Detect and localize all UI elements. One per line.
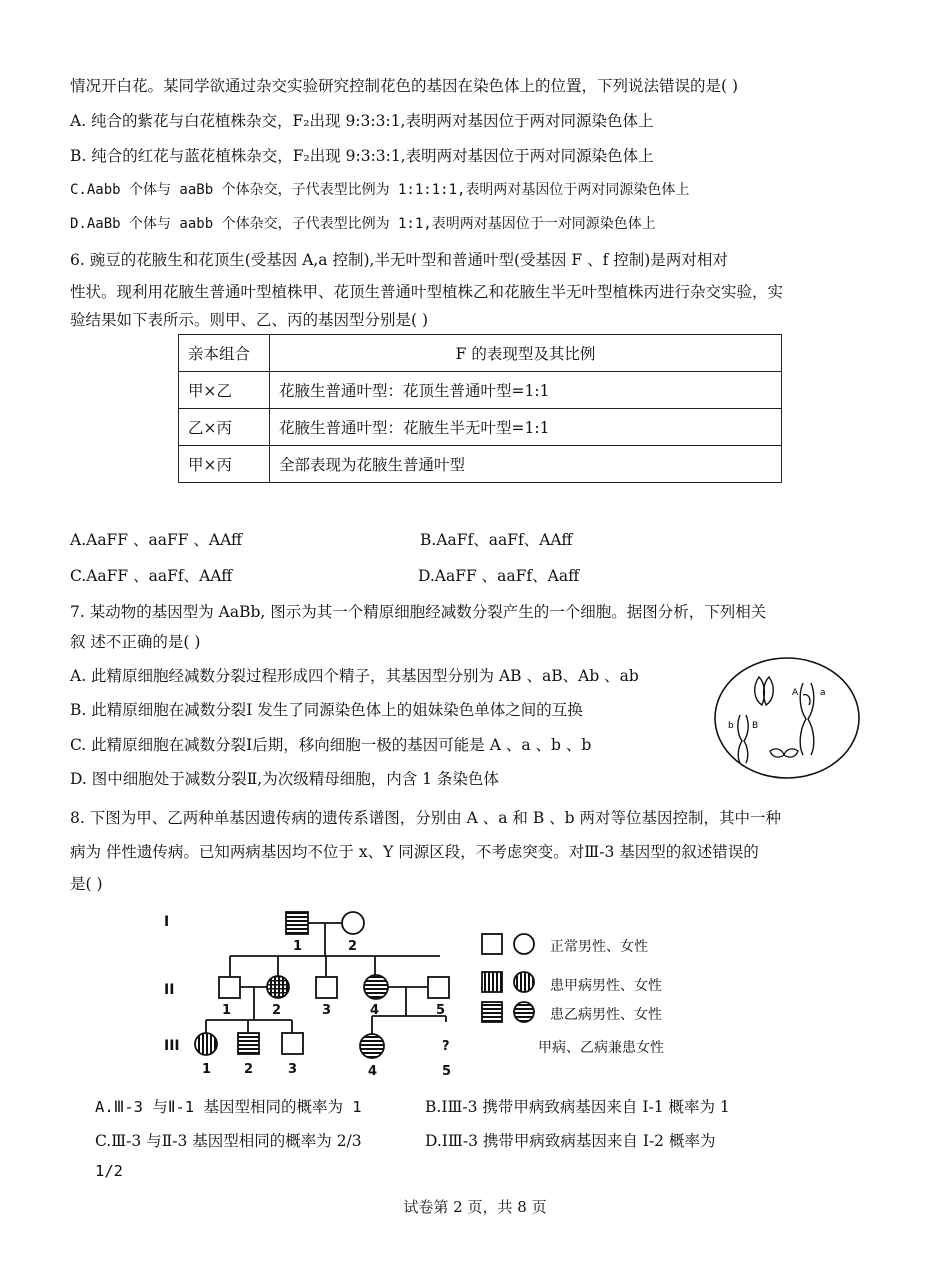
- q6-line3: 验结果如下表所示。则甲、乙、丙的基因型分别是( ): [70, 311, 429, 329]
- q6-table: [178, 334, 782, 483]
- table-cell: 乙×丙: [179, 409, 270, 446]
- legend-yi-text: 患乙病男性、女性: [550, 1007, 662, 1023]
- q7-line1: 7. 某动物的基因型为 AaBb, 图示为其一个精原细胞经减数分裂产生的一个细胞。据图分析，下列相关: [70, 603, 767, 621]
- II-1-male-normal: [219, 977, 240, 998]
- table-row: [179, 372, 782, 409]
- cell-membrane: [715, 658, 859, 778]
- I-2-number: 2: [348, 939, 358, 954]
- q7-option-b: B. 此精原细胞在减数分裂Ⅰ 发生了同源染色体上的姐妹染色单体之间的互换: [70, 701, 583, 719]
- gen-I-label: I: [164, 914, 170, 930]
- gen-III-label: III: [164, 1038, 180, 1054]
- table-row: [179, 409, 782, 446]
- legend-jia-male: [482, 972, 502, 992]
- q5-option-c: C.Aabb 个体与 aaBb 个体杂交，子代表型比例为 1:1:1:1,表明两对基因位于两对同源染色体上: [70, 182, 690, 198]
- q7-option-c: C. 此精原细胞在减数分裂Ⅰ后期，移向细胞一极的基因可能是 A 、a 、b 、b: [70, 736, 592, 754]
- III-2-number: 2: [244, 1062, 254, 1077]
- pedigree-legend-symbols: [480, 932, 548, 1028]
- II-2-female-both: [267, 976, 289, 998]
- q5-option-d: D.AaBb 个体与 aabb 个体杂交，子代表型比例为 1:1,表明两对基因位于一对同源染色体上: [70, 216, 656, 232]
- legend-normal-male: [482, 934, 502, 954]
- legend-yi-female: [514, 1002, 534, 1022]
- III-1-number: 1: [202, 1062, 212, 1077]
- q6-line2: 性状。现利用花腋生普通叶型植株甲、花顶生普通叶型植株乙和花腋生半无叶型植株丙进行杂交实验，实: [70, 283, 784, 301]
- II-5-number: 5: [436, 1003, 446, 1018]
- table-header-cell: F 的表现型及其比例: [270, 335, 782, 372]
- table-cell: 花腋生普通叶型：花顶生普通叶型=1:1: [270, 372, 782, 409]
- II-3-number: 3: [322, 1003, 332, 1018]
- table-cell: 甲×丙: [179, 446, 270, 483]
- q8-line2: 病为 伴性遗传病。已知两病基因均不位于 x、Y 同源区段，不考虑突变。对Ⅲ-3 基因型的叙述错误的: [70, 843, 759, 861]
- label-B: B: [752, 721, 759, 731]
- label-a: a: [820, 688, 826, 698]
- table-row: [179, 446, 782, 483]
- III-5-unknown: ?: [442, 1039, 450, 1054]
- q8-line3: 是( ): [70, 875, 103, 893]
- table-cell: 全部表现为花腋生普通叶型: [270, 446, 782, 483]
- II-1-number: 1: [222, 1003, 232, 1018]
- q5-stem: 情况开白花。某同学欲通过杂交实验研究控制花色的基因在染色体上的位置，下列说法错误的是( ): [70, 77, 739, 95]
- legend-jia-text: 患甲病男性、女性: [550, 978, 662, 994]
- label-b: b: [728, 721, 734, 731]
- chromosome-top: [755, 677, 774, 705]
- q8-line1: 8. 下图为甲、乙两种单基因遗传病的遗传系谱图，分别由 A 、a 和 B 、b 两对等位基因控制，其中一种: [70, 809, 782, 827]
- table-cell: 甲×乙: [179, 372, 270, 409]
- q8-option-a: A.Ⅲ-3 与Ⅱ-1 基因型相同的概率为 1: [95, 1098, 362, 1116]
- q5-option-a: A. 纯合的紫花与白花植株杂交，F₂出现 9:3:3:1,表明两对基因位于两对同源染色体上: [70, 112, 654, 130]
- III-3-male-normal: [282, 1033, 303, 1054]
- legend-yi-male: [482, 1002, 502, 1022]
- q7-line2: 叙 述不正确的是( ): [70, 633, 201, 651]
- q7-option-d: D. 图中细胞处于减数分裂Ⅱ,为次级精母细胞，内含 1 条染色体: [70, 770, 499, 788]
- III-5-number: 5: [442, 1064, 452, 1079]
- chromosome-small: [770, 749, 798, 757]
- q6-line1: 6. 豌豆的花腋生和花顶生(受基因 A,a 控制),半无叶型和普通叶型(受基因 F 、f 控制)是两对相对: [70, 251, 728, 269]
- legend-jia-female: [514, 972, 534, 992]
- legend-normal-text: 正常男性、女性: [550, 939, 648, 955]
- cell-figure: [712, 655, 862, 781]
- q5-option-b: B. 纯合的红花与蓝花植株杂交，F₂出现 9:3:3:1,表明两对基因位于两对同源染色体上: [70, 147, 654, 165]
- III-2-male-yi: [238, 1033, 259, 1054]
- III-1-female-jia: [195, 1033, 217, 1055]
- chromosome-left: [738, 715, 748, 763]
- pedigree-chart: [150, 900, 480, 1080]
- q8-option-d-cont: 1/2: [95, 1162, 123, 1180]
- label-A: A: [792, 688, 799, 698]
- II-2-number: 2: [272, 1003, 282, 1018]
- II-3-male-normal: [316, 977, 337, 998]
- I-2-female-normal: [342, 912, 364, 934]
- q6-option-d: D.AaFF 、aaFf、Aaff: [418, 567, 580, 585]
- q6-option-c: C.AaFF 、aaFf、AAff: [70, 567, 233, 585]
- table-header-cell: 亲本组合: [179, 335, 270, 372]
- III-4-number: 4: [368, 1064, 378, 1079]
- q8-option-c: C.Ⅲ-3 与Ⅱ-3 基因型相同的概率为 2/3: [95, 1132, 362, 1150]
- table-header-row: [179, 335, 782, 372]
- II-4-number: 4: [370, 1003, 380, 1018]
- I-1-male-yi: [286, 912, 308, 934]
- q6-option-a: A.AaFF 、aaFF 、AAff: [70, 531, 243, 549]
- page-footer: 试卷第 2 页，共 8 页: [403, 1198, 547, 1216]
- legend-normal-female: [514, 934, 534, 954]
- q7-option-a: A. 此精原细胞经减数分裂过程形成四个精子，其基因型分别为 AB 、aB、Ab 、ab: [70, 667, 639, 685]
- III-4-female-yi: [360, 1034, 384, 1058]
- table-cell: 花腋生普通叶型：花腋生半无叶型=1:1: [270, 409, 782, 446]
- II-5-male-normal: [428, 977, 449, 998]
- q8-option-b: B.IⅢ-3 携带甲病致病基因来自 I-1 概率为 1: [425, 1098, 730, 1116]
- q6-option-b: B.AaFf、aaFf、AAff: [420, 531, 573, 549]
- III-3-number: 3: [288, 1062, 298, 1077]
- I-1-number: 1: [293, 939, 303, 954]
- II-4-female-yi: [364, 975, 388, 999]
- legend-both-text: 甲病、乙病兼患女性: [538, 1040, 664, 1056]
- q8-option-d: D.IⅢ-3 携带甲病致病基因来自 I-2 概率为: [425, 1132, 716, 1150]
- gen-II-label: II: [164, 982, 175, 998]
- chromosome-right: [800, 683, 814, 755]
